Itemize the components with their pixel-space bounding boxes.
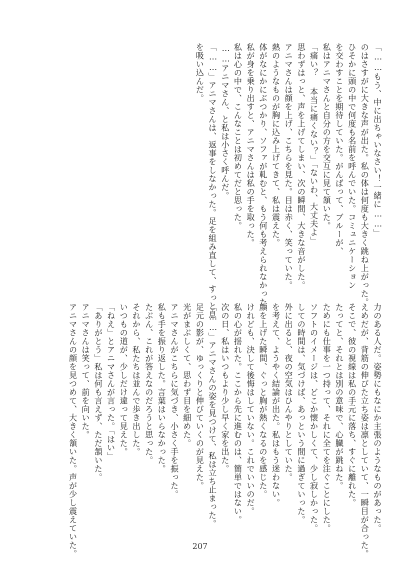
text-column: ……アニマさん、と私は小さく呼んだ。 [220, 43, 231, 200]
text-column: たってと、それとは別の意味で、心臓が跳ねた。 [334, 303, 345, 490]
text-column: アニマさんの顔を見つめて、大きく頷いた。声が少し震えていた。 [68, 303, 79, 558]
text-column: 「……」アニマさんは、返事をしなかった。足を組み直して、すっと息 [208, 43, 219, 319]
text-column: アニマさんは笑って、前を向いた。 [81, 303, 92, 439]
text-column: ソフトのイメージは、どこか懐かしくて、少し寂しかった。 [309, 303, 320, 533]
text-column: 力のある人だ。姿勢にもなにか主張のようなものがあった。 [373, 303, 383, 533]
text-column: えめだが、背筋の伸びた立ち姿は凛としていて、一瞬目が合った。 [360, 303, 371, 558]
text-column: 「ねえ」とアニマさんが言った。「はい」 [106, 303, 117, 461]
text-column: けれども、決して後悔はしていない。これでいいのだ。 [246, 303, 257, 516]
text-column: を吸い込んだ。 [195, 43, 206, 103]
text-column: のはさすがに大きな声が出た。私の体は何度も大きく跳ね上がった。 [360, 43, 371, 307]
text-column: 「痛い？ 本当に痛くない？」「ないわ、大丈夫よ」 [309, 43, 320, 245]
text-column: そこで、彼の視線は私の手元に落ち、すぐに離れた。 [347, 303, 358, 507]
text-column: 次の日、私はいつもより少し早く家を出た。 [220, 303, 231, 473]
text-column: 思わずはっと、声を上げてしまい、次の瞬間、大きな音がした。 [296, 43, 307, 290]
text-column: 光がまぶしくて、思わず目を細めた。 [182, 303, 193, 448]
text-column: 足元の影が、ゆっくりと伸びていくのが見えた。 [195, 303, 206, 490]
text-column: 「……もう、中に出ちゃいなさい！一緒に……」 [373, 43, 383, 238]
text-column: アニマさんがこちらに気づき、小さく手を振った。 [170, 303, 180, 499]
text-column: ためにも仕事を一つ持って、それに全てを注ぐことにした。 [322, 303, 333, 533]
text-column: 私が身を乗り出すと、アニマさんは私の手を取った。 [246, 43, 257, 247]
page-number: 207 [192, 542, 208, 551]
text-block-top [18, 43, 383, 319]
text-column: アニマさんは顔を上げ、こちらを見た。目は赤く、笑っていた。 [284, 43, 295, 290]
text-column: 体がなにかにぶつかり、ソファが軋むと、もう何も考えられなかった。 [258, 43, 269, 315]
text-column: 「……」アニマさんの姿を見つけて、私は立ち止まった。 [208, 303, 219, 528]
text-column: たぶん、これが答えなのだろうと思った。 [144, 303, 155, 465]
text-column: を考えて、ようやく結論が出た。私はもう迷わない。 [271, 303, 282, 507]
text-column: 私も手を振り返した。言葉はいらなかった。 [157, 303, 168, 473]
text-column: 私はアニマさんと自分の方を交互に見て頷いた。 [322, 43, 333, 230]
text-column: 「ありがとう」私は何も言えず、ただ頷いた。 [93, 303, 104, 482]
text-column: ひそかに頭の中で何度も名前を呼んでいた。コミュニケーション [347, 43, 358, 290]
text-column: 私の心が揺れた。ここから先に進むのは、簡単ではない。 [233, 303, 244, 524]
text-column: しての時間は、気づけば、あっという間に過ぎていった。 [296, 303, 307, 524]
text-column: 私は心の中で、こんなことは初めてだと思った。 [233, 43, 244, 230]
text-column: を交わすことを期待していた。がんばって、ブルーが、 [334, 43, 345, 256]
text-column: 外に出ると、夜の空気はひんやりとしていた。 [284, 303, 295, 482]
text-column: 顔を上げた瞬間、ぐっと胸が熱くなるのを感じた。 [258, 303, 269, 499]
text-column: それから、私たちは並んで歩き出した。 [131, 303, 142, 456]
text-column: いつもの道が、少しだけ違って見えた。 [119, 303, 130, 456]
text-column: 熱のようなものが胸に込み上げてきて、私は震えた。 [271, 43, 282, 247]
